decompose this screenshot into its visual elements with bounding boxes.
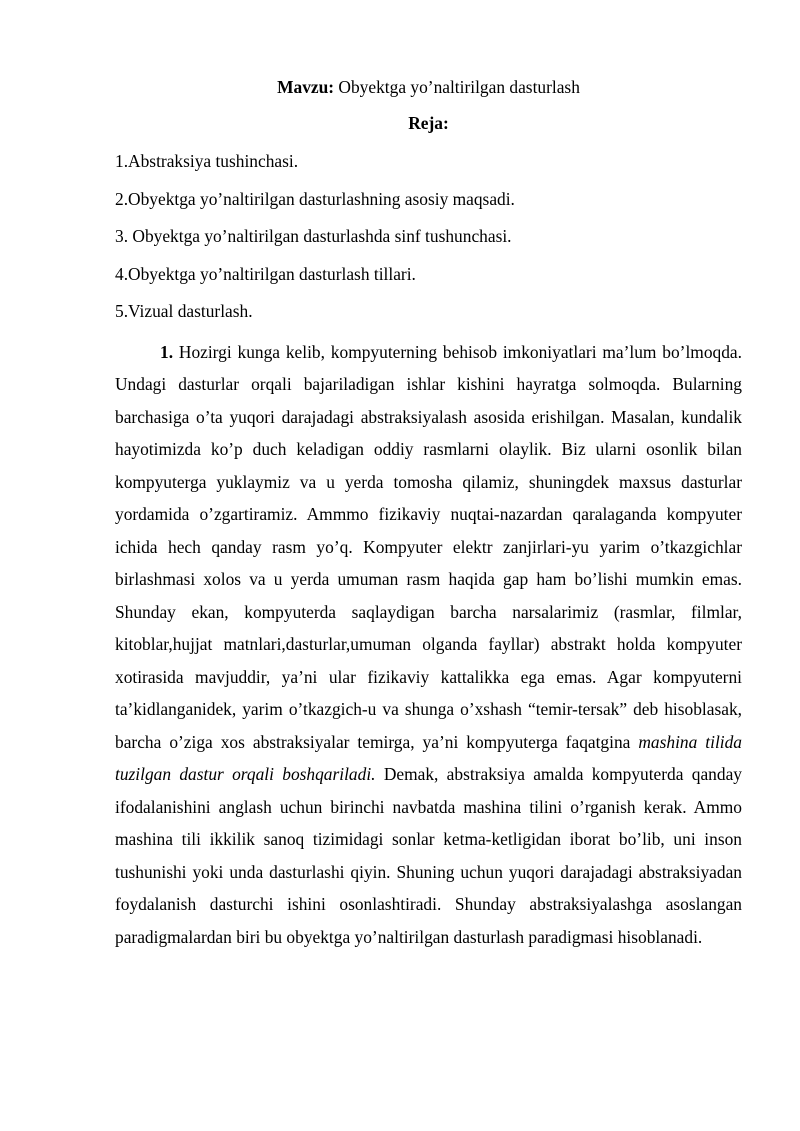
plan-item: 5.Vizual dasturlash.: [115, 301, 253, 321]
document-page: [115, 74, 742, 953]
plan-list: [115, 148, 742, 324]
paragraph-number: 1.: [160, 341, 174, 362]
body-paragraph: [115, 336, 742, 954]
paragraph-italic-phrase: mashina tilida tuzilgan dastur orqali boshqariladi.: [115, 731, 742, 784]
plan-item: 1.Abstraksiya tushinchasi.: [115, 151, 299, 171]
document-title: [115, 74, 742, 100]
paragraph-text-part-2: Demak, abstraksiya amalda kompyuterda qanday ifodalanishini anglash uchun birinchi navbatda mashina tilini o’rganish kerak. Ammo mashina tili ikkilik sanoq tizimidagi sonlar ketma-ketligidan iborat bo’lib, uni inson tushunishi yoki unda dasturlashi qiyin. Shuning uchun yuqori darajadagi abstraksiyadan foydalanish dasturchi ishini osonlashtiradi. Shunday abstraksiyalashga asoslangan paradigmalardan biri bu obyektga yo’naltirilgan dasturlash paradigmasi hisoblanadi.: [115, 764, 742, 947]
plan-item: 3. Obyektga yo’naltirilgan dasturlashda sinf tushunchasi.: [115, 226, 512, 246]
plan-item: 4.Obyektga yo’naltirilgan dasturlash tillari.: [115, 263, 416, 284]
title-label: Mavzu:: [277, 77, 335, 97]
paragraph-text-part-1: Hozirgi kunga kelib, kompyuterning behisob imkoniyatlari ma’lum bo’lmoqda. Undagi dasturlar orqali bajariladigan ishlar kishini hayratga solmoqda. Bularning barchasiga o’ta yuqori darajadagi abstraksiyalash asosida erishilgan. Masalan, kundalik hayotimizda ko’p duch keladigan oddiy rasmlarni olaylik. Biz ularni osonlik bilan kompyuterga yuklaymiz va u yerda tomosha qilamiz, shuningdek maxsus dasturlar yordamida o’zgartiramiz. Ammmo fizikaviy nuqtai-nazardan qaralaganda kompyuter ichida hech qanday rasm yo’q. Kompyuter elektr zanjirlari-yu yarim o’tkazgichlar birlashmasi xolos va u yerda umuman rasm haqida gap ham bo’lishi mumkin emas. Shunday ekan, kompyuterda saqlaydigan barcha narsalarimiz (rasmlar, filmlar, kitoblar,hujjat matnlari,dasturlar,umuman olganda fayllar) abstrakt holda kompyuter xotirasida mavjuddir, ya’ni ular fizikaviy kattalikka ega emas. Agar kompyuterni ta’kidlanganidek, yarim o’tkazgich-u va shunga o’xshash “temir-tersak” deb hisoblasak, barcha o’ziga xos abstraksiyalar temirga, ya’ni kompyuterga faqatgina: [115, 341, 742, 752]
plan-heading: Reja:: [408, 113, 449, 133]
title-text: Obyektga yo’naltirilgan dasturlash: [334, 77, 580, 97]
plan-item: 2.Obyektga yo’naltirilgan dasturlashning asosiy maqsadi.: [115, 188, 515, 209]
